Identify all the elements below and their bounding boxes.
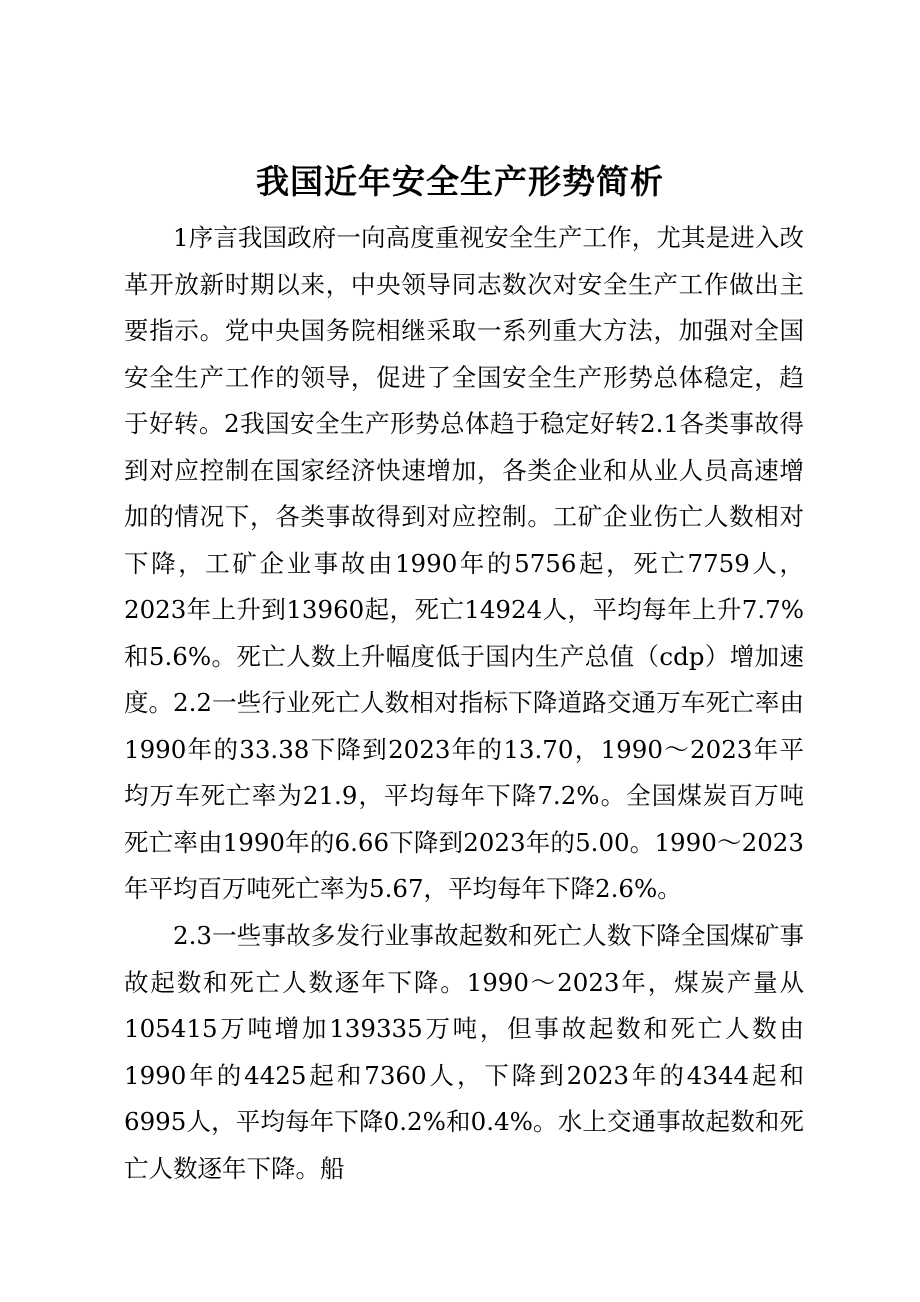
document-title: 我国近年安全生产形势简析 [256, 162, 664, 201]
paragraph-section-2-3: 2.3一些事故多发行业事故起数和死亡人数下降全国煤矿事故起数和死亡人数逐年下降。1990～2023年，煤炭产量从105415万吨增加139335万吨，但事故起数和死亡人数由1990年的4425起和7360人，下降到2023年的4344起和6995人，平均每年下降0.2%和0.4%。水上交通事故起数和死亡人数逐年下降。船 [124, 921, 804, 1183]
paragraph-section-2-2: 2.2一些行业死亡人数相对指标下降道路交通万车死亡率由1990年的33.38下降到2023年的13.70，1990～2023年平均万车死亡率为21.9，平均每年下降7.2%。全国煤炭百万吨死亡率由1990年的6.66下降到2023年的5.00。1990～2023年平均百万吨死亡率为5.67，平均每年下降2.6%。 [124, 688, 804, 903]
paragraph-intro: 1序言我国政府一向高度重视安全生产工作，尤其是进入改革开放新时期以来，中央领导同志数次对安全生产工作做出主要指示。党中央国务院相继采取一系列重大方法，加强对全国安全生产工作的领导，促进了全国安全生产形势总体稳定，趋于好转。2我国安全生产形势总体趋于稳定好转2.1各类事故得到对应控制在国家经济快速增加，各类企业和从业人员高速增加的情况下，各类事故得到对应控制。工矿企业伤亡人数相对下降，工矿企业事故由1990年的5756起，死亡7759人，2023年上升到13960起，死亡14924人，平均每年上升7.7%和5.6%。死亡人数上升幅度低于国内生产总值（cdp）增加速度。 [124, 223, 804, 717]
